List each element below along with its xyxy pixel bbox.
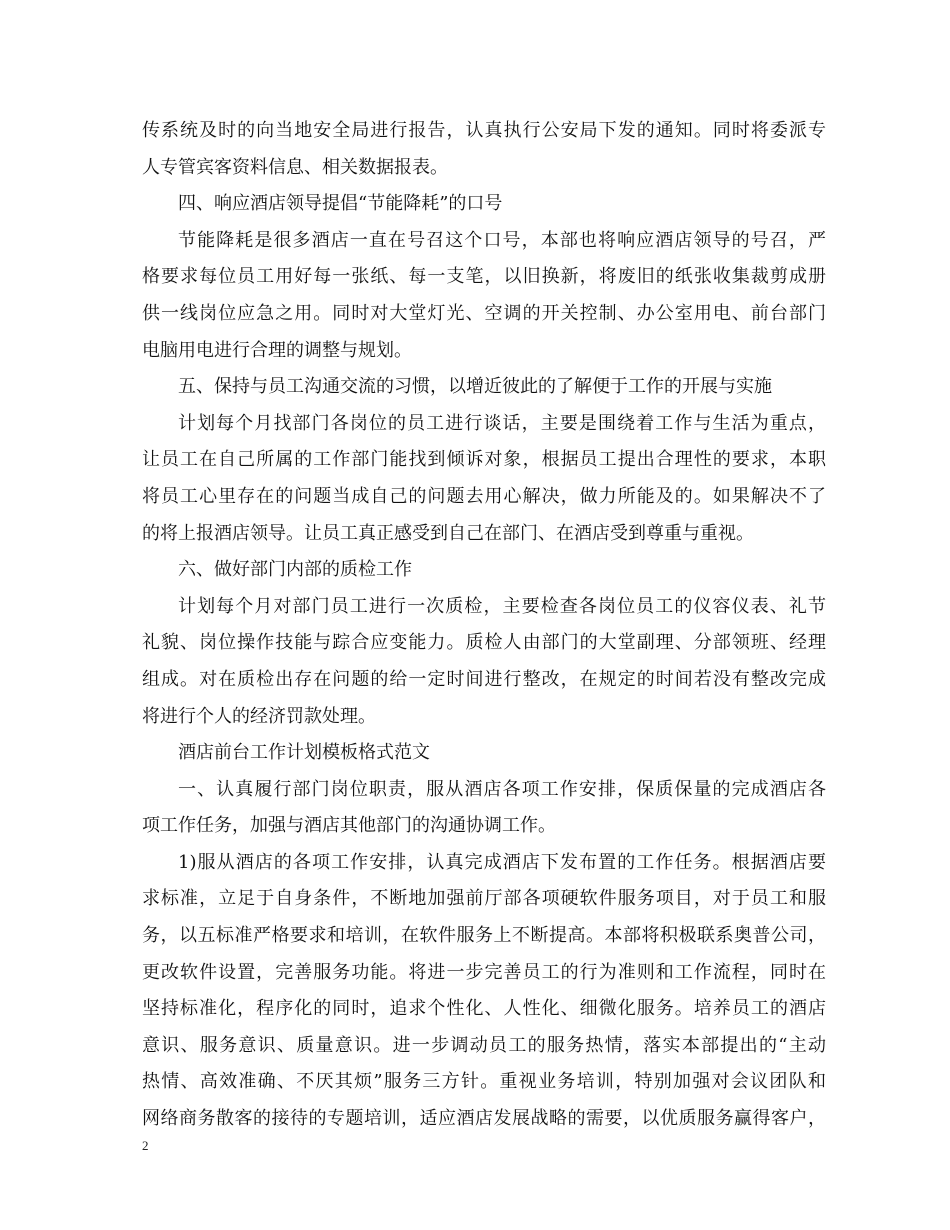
text-line: 的将上报酒店领导。让员工真正感受到自己在部门、在酒店受到尊重与重视。 <box>142 522 754 544</box>
text-line: 格要求每位员工用好每一张纸、每一支笔，以旧换新，将废旧的纸张收集裁剪成册 <box>142 266 826 288</box>
section-heading: 六、做好部门内部的质检工作 <box>178 559 412 581</box>
text-line: 务，以五标准严格要求和培训，在软件服务上不断提高。本部将积极联系奥普公司， <box>142 925 826 947</box>
text-line: 网络商务散客的接待的专题培训，适应酒店发展战略的需要，以优质服务赢得客户， <box>142 1108 826 1130</box>
text-line: 热情、高效准确、不厌其烦”服务三方针。重视业务培训，特别加强对会议团队和 <box>142 1071 826 1093</box>
text-line: 意识、服务意识、质量意识。进一步调动员工的服务热情，落实本部提出的“主动 <box>142 1034 826 1056</box>
text-line: 求标准，立足于自身条件，不断地加强前厅部各项硬软件服务项目，对于员工和服 <box>142 888 826 910</box>
document-body <box>142 113 826 1138</box>
text-line: 人专管宾客资料信息、相关数据报表。 <box>142 156 448 178</box>
text-line: 将员工心里存在的问题当成自己的问题去用心解决，做力所能及的。如果解决不了 <box>142 485 826 507</box>
text-line: 1)服从酒店的各项工作安排，认真完成酒店下发布置的工作任务。根据酒店要 <box>178 851 826 873</box>
text-line: 供一线岗位应急之用。同时对大堂灯光、空调的开关控制、办公室用电、前台部门 <box>142 302 826 324</box>
text-line: 更改软件设置，完善服务功能。将进一步完善员工的行为准则和工作流程，同时在 <box>142 961 826 983</box>
section-heading: 四、响应酒店领导提倡“节能降耗”的口号 <box>178 193 503 215</box>
text-line: 将进行个人的经济罚款处理。 <box>142 705 376 727</box>
text-line: 组成。对在质检出存在问题的给一定时间进行整改，在规定的时间若没有整改完成 <box>142 668 826 690</box>
section-heading: 五、保持与员工沟通交流的习惯，以增近彼此的了解便于工作的开展与实施 <box>178 376 772 398</box>
text-line: 电脑用电进行合理的调整与规划。 <box>142 339 412 361</box>
section-heading: 酒店前台工作计划模板格式范文 <box>178 742 430 764</box>
text-line: 节能降耗是很多酒店一直在号召这个口号，本部也将响应酒店领导的号召，严 <box>178 229 826 251</box>
page-number: 2 <box>142 1138 149 1153</box>
text-line: 项工作任务，加强与酒店其他部门的沟通协调工作。 <box>142 815 556 837</box>
text-line: 礼貌、岗位操作技能与踪合应变能力。质检人由部门的大堂副理、分部领班、经理 <box>142 632 826 654</box>
text-line: 一、认真履行部门岗位职责，服从酒店各项工作安排，保质保量的完成酒店各 <box>178 778 826 800</box>
text-line: 计划每个月对部门员工进行一次质检，主要检查各岗位员工的仪容仪表、礼节 <box>178 595 826 617</box>
text-line: 传系统及时的向当地安全局进行报告，认真执行公安局下发的通知。同时将委派专 <box>142 120 826 141</box>
text-line: 计划每个月找部门各岗位的员工进行谈话，主要是围绕着工作与生活为重点， <box>178 412 826 434</box>
text-line: 坚持标准化，程序化的同时，追求个性化、人性化、细微化服务。培养员工的酒店 <box>142 998 826 1020</box>
text-line: 让员工在自己所属的工作部门能找到倾诉对象，根据员工提出合理性的要求，本职 <box>142 449 826 471</box>
